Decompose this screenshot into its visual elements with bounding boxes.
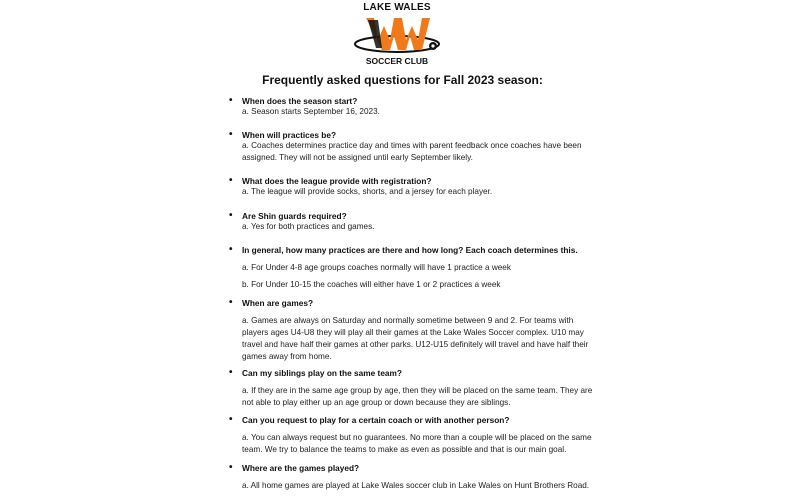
- faq-question: • Are Shin guards required?: [242, 211, 347, 221]
- faq-answer-line: b. For Under 10-15 the coaches will either have 1 or 2 practices a week: [242, 280, 501, 289]
- faq-question: • Can you request to play for a certain coach or with another person?: [242, 415, 509, 425]
- faq-question: • When does the season start?: [242, 96, 357, 106]
- faq-answer-line: assigned. They will not be assigned until early September likely.: [242, 153, 473, 162]
- faq-answer-line: a. The league will provide socks, shorts, and a jersey for each player.: [242, 187, 493, 196]
- faq-answer-line: a. Yes for both practices and games.: [242, 222, 375, 231]
- faq-question: • What does the league provide with registration?: [242, 176, 431, 186]
- lw-logo-mark: [352, 12, 442, 58]
- faq-question: • Where are the games played?: [242, 463, 359, 473]
- faq-answer-line: a. For Under 4-8 age groups coaches normally will have 1 practice a week: [242, 263, 511, 272]
- faq-answer-line: travel and have half their games at other parks. U12-U15 definitely will travel and have half their: [242, 340, 589, 349]
- faq-question: • When are games?: [242, 298, 313, 308]
- club-logo: [352, 2, 442, 68]
- faq-answer-line: a. Games are always on Saturday and normally sometime between 9 and 2. For teams with: [242, 316, 574, 325]
- faq-answer-line: a. You can always request but no guarantees. No more than a couple will be placed on the same: [242, 433, 592, 442]
- faq-answer-line: games away from home.: [242, 352, 332, 361]
- faq-question: • Can my siblings play on the same team?: [242, 368, 402, 378]
- faq-answer-line: a. If they are in the same age group by age, then they will be placed on the same team. They are: [242, 386, 593, 395]
- faq-answer-line: not able to play either up an age group or down because they are siblings.: [242, 398, 511, 407]
- faq-answer-line: players ages U4-U8 they will play all their games at the Lake Wales Soccer complex. U10 may: [242, 328, 584, 337]
- faq-answer-line: a. All home games are played at Lake Wales soccer club in Lake Wales on Hunt Brothers Road.: [242, 481, 590, 490]
- faq-answer-line: team. We try to balance the teams to make as even as possible and that is our main goal.: [242, 445, 567, 454]
- logo-bottom-text: SOCCER CLUB: [365, 56, 429, 66]
- faq-answer-line: a. Season starts September 16, 2023.: [242, 107, 380, 116]
- faq-question: • In general, how many practices are there and how long? Each coach determines this.: [242, 245, 578, 255]
- faq-answer-line: a. Coaches determines practice day and times with parent feedback once coaches have been: [242, 141, 582, 150]
- page-title: Frequently asked questions for Fall 2023 season:: [262, 73, 543, 87]
- logo-top-text: LAKE WALES: [363, 2, 431, 13]
- faq-question: • When will practices be?: [242, 130, 336, 140]
